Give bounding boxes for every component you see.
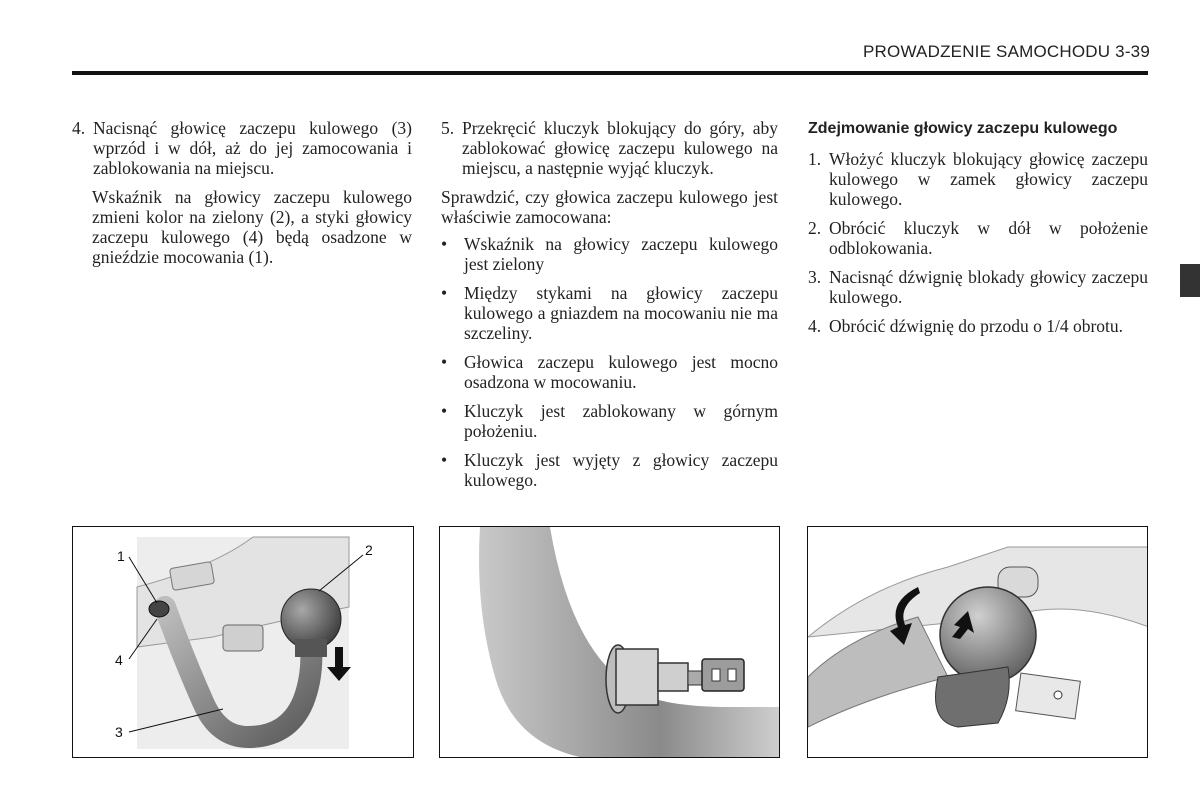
step-5 (441, 118, 778, 178)
release-lever (936, 667, 1010, 727)
removal-step-1: 1. Włożyć kluczyk blokujący głowicę zaczepu kulowego w zamek głowicy zaczepu kulowego. (808, 149, 1148, 209)
list-item: • Kluczyk jest zablokowany w górnym położeniu. (441, 401, 778, 441)
step-number: 4. (72, 118, 86, 138)
lock-cylinder (616, 649, 658, 705)
figure-ball-head-mounted (72, 526, 414, 758)
figure-release-lever (807, 526, 1148, 758)
list-item: • Między stykami na głowicy zaczepu kulowego a gniazdem na mocowaniu nie ma szczeliny. (441, 283, 778, 343)
callout-1: 1 (117, 548, 125, 564)
ball-head-illustration (73, 527, 414, 758)
list-item: • Głowica zaczepu kulowego jest mocno osadzona w mocowaniu. (441, 352, 778, 392)
callout-2: 2 (365, 542, 373, 558)
callout-4: 4 (115, 652, 123, 668)
removal-step-3: 3. Nacisnąć dźwignię blokady głowicy zaczepu kulowego. (808, 267, 1148, 307)
column-right (808, 118, 1148, 345)
page-header: PROWADZENIE SAMOCHODU 3-39 (863, 42, 1150, 61)
step-number: 5. (441, 118, 455, 138)
indicator-note: Wskaźnik na głowicy zaczepu kulowego zmieni kolor na zielony (2), a styki głowicy zaczepu kulowego (4) będą osadzone w gnieździe mocowania (1). (92, 187, 412, 267)
list-item: • Kluczyk jest wyjęty z głowicy zaczepu kulowego. (441, 450, 778, 490)
callout-3: 3 (115, 724, 123, 740)
section-heading: Zdejmowanie głowicy zaczepu kulowego (808, 120, 1118, 137)
key-icon (1016, 673, 1081, 719)
section-tab-marker (1180, 264, 1200, 297)
removal-step-2: 2. Obrócić kluczyk w dół w położenie odblokowania. (808, 218, 1148, 258)
release-lever-illustration (808, 527, 1148, 758)
header-rule (72, 71, 1148, 75)
step-text: Przekręcić kluczyk blokujący do góry, aby zablokować głowicę zaczepu kulowego na miejscu, a następnie wyjąć kluczyk. (462, 118, 778, 178)
mounting-socket (149, 601, 169, 617)
key-icon (702, 659, 744, 691)
check-list (441, 234, 778, 490)
figure-lock-key (439, 526, 780, 758)
ball-head-arm (479, 527, 780, 758)
removal-step-4: 4. Obrócić dźwignię do przodu o 1/4 obrotu. (808, 316, 1124, 336)
step-4 (72, 118, 412, 178)
lock-key-illustration (440, 527, 780, 758)
list-item: • Wskaźnik na głowicy zaczepu kulowego jest zielony (441, 234, 778, 274)
check-intro: Sprawdzić, czy głowica zaczepu kulowego jest właściwie zamocowana: (441, 187, 778, 227)
column-middle (441, 118, 778, 499)
contacts-block (223, 625, 263, 651)
column-left (72, 118, 412, 274)
step-text: Nacisnąć głowicę zaczepu kulowego (3) wprzód i w dół, aż do jej zamocowania i zablokowania na miejscu. (93, 118, 412, 178)
